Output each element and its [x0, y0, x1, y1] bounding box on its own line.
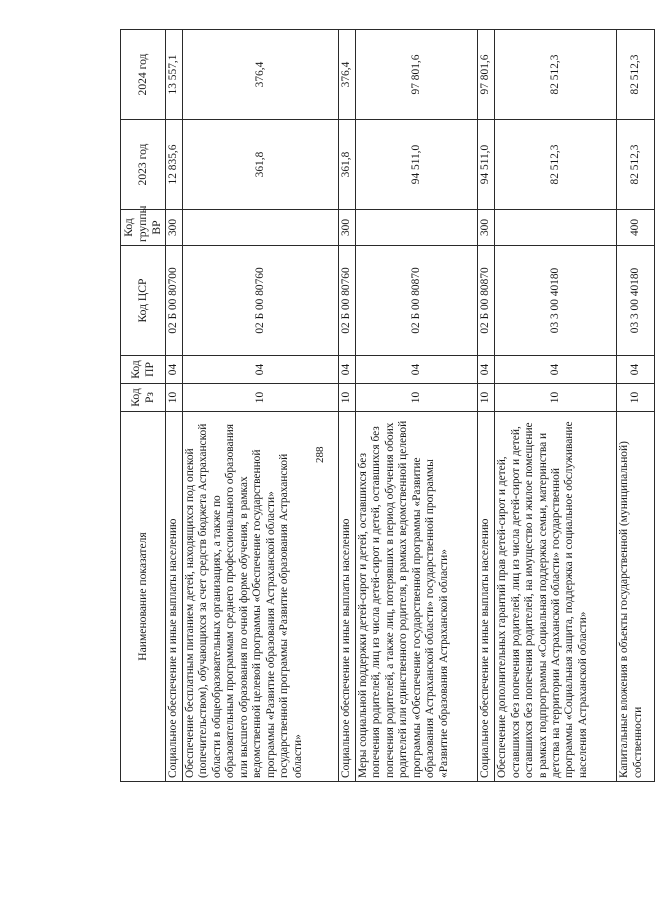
table-row: [495, 30, 617, 782]
row-rz: 10: [356, 384, 478, 412]
row-vr: 300: [478, 210, 495, 246]
header-csr: Код ЦСР: [121, 246, 166, 356]
row-rz: 10: [183, 384, 339, 412]
row-vr: 300: [166, 210, 183, 246]
row-name: Социальное обеспечение и иные выплаты населению: [166, 412, 183, 782]
row-2023: 94 511,0: [356, 120, 478, 210]
row-2023: 82 512,3: [617, 120, 655, 210]
budget-table: [120, 29, 655, 782]
row-name: Меры социальной поддержки детей-сирот и детей, оставшихся без попечения родителей, лиц из числа детей-сирот и детей, оставшихся без попечения родителей, а также лиц, потерявших в период обучения обоих родителей или единственного родителя, в рамках ведомственной целевой программы «Обеспечение государственной программы «Развитие образования Астраханской области» государственной программы «Развитие образования Астраханской области»: [356, 412, 478, 782]
table-row: [617, 30, 655, 782]
header-2024: 2024 год: [121, 30, 166, 120]
table-row: [183, 30, 339, 782]
header-2023: 2023 год: [121, 120, 166, 210]
table-row: [478, 30, 495, 782]
row-vr: [495, 210, 617, 246]
row-name: Социальное обеспечение и иные выплаты населению: [339, 412, 356, 782]
row-2023: 361,8: [339, 120, 356, 210]
row-2024: 376,4: [183, 30, 339, 120]
row-vr: [356, 210, 478, 246]
page-number: 288: [314, 446, 326, 463]
row-pr: 04: [356, 356, 478, 384]
row-name: Капитальные вложения в объекты государственной (муниципальной) собственности: [617, 412, 655, 782]
row-csr: 02 Б 00 80760: [183, 246, 339, 356]
row-2024: 13 557,1: [166, 30, 183, 120]
table-row: [356, 30, 478, 782]
row-csr: 02 Б 00 80870: [356, 246, 478, 356]
budget-table-container: [120, 30, 655, 782]
row-2023: 94 511,0: [478, 120, 495, 210]
row-csr: 02 Б 00 80700: [166, 246, 183, 356]
row-vr: 400: [617, 210, 655, 246]
row-name: Обеспечение дополнительных гарантий прав детей-сирот и детей, оставшихся без попечения родителей, лиц из числа детей-сирот и детей, оставшихся без попечения родителей, на имущество и жилое помещение в рамках подпрограммы «Социальная поддержка семьи, материнства и детства на территории Астраханской области» государственной программы «Социальная защита, поддержка и социальное обслуживание населения Астраханской области»: [495, 412, 617, 782]
row-2024: 376,4: [339, 30, 356, 120]
row-name: Социальное обеспечение и иные выплаты населению: [478, 412, 495, 782]
row-vr: 300: [339, 210, 356, 246]
row-rz: 10: [617, 384, 655, 412]
row-name: Обеспечение бесплатным питанием детей, находящихся под опекой (попечительством), обучающихся за счет средств бюджета Астраханской области в общеобразовательных организациях, а также по образовательным программам среднего профессионального образования или высшего образования по очной форме обучения, в рамках ведомственной целевой программы «Обеспечение государственной программы «Развитие образования Астраханской области» государственной программы «Развитие образования Астраханской области»: [183, 412, 339, 782]
header-name: Наименование показателя: [121, 412, 166, 782]
row-pr: 04: [617, 356, 655, 384]
row-pr: 04: [166, 356, 183, 384]
table-row: [339, 30, 356, 782]
header-rz: Код Рз: [121, 384, 166, 412]
rotated-table-frame: [120, 30, 655, 782]
row-pr: 04: [183, 356, 339, 384]
row-rz: 10: [495, 384, 617, 412]
row-csr: 03 3 00 40180: [617, 246, 655, 356]
row-vr: [183, 210, 339, 246]
row-2024: 97 801,6: [356, 30, 478, 120]
row-2023: 12 835,6: [166, 120, 183, 210]
row-csr: 02 Б 00 80870: [478, 246, 495, 356]
header-vr: Код группы ВР: [121, 210, 166, 246]
row-2023: 82 512,3: [495, 120, 617, 210]
row-rz: 10: [478, 384, 495, 412]
row-csr: 03 3 00 40180: [495, 246, 617, 356]
row-2023: 361,8: [183, 120, 339, 210]
row-pr: 04: [478, 356, 495, 384]
row-csr: 02 Б 00 80760: [339, 246, 356, 356]
table-row: [166, 30, 183, 782]
row-rz: 10: [339, 384, 356, 412]
row-rz: 10: [166, 384, 183, 412]
row-2024: 97 801,6: [478, 30, 495, 120]
row-2024: 82 512,3: [495, 30, 617, 120]
table-header-row: [121, 30, 166, 782]
header-pr: Код ПР: [121, 356, 166, 384]
row-pr: 04: [495, 356, 617, 384]
row-2024: 82 512,3: [617, 30, 655, 120]
row-pr: 04: [339, 356, 356, 384]
